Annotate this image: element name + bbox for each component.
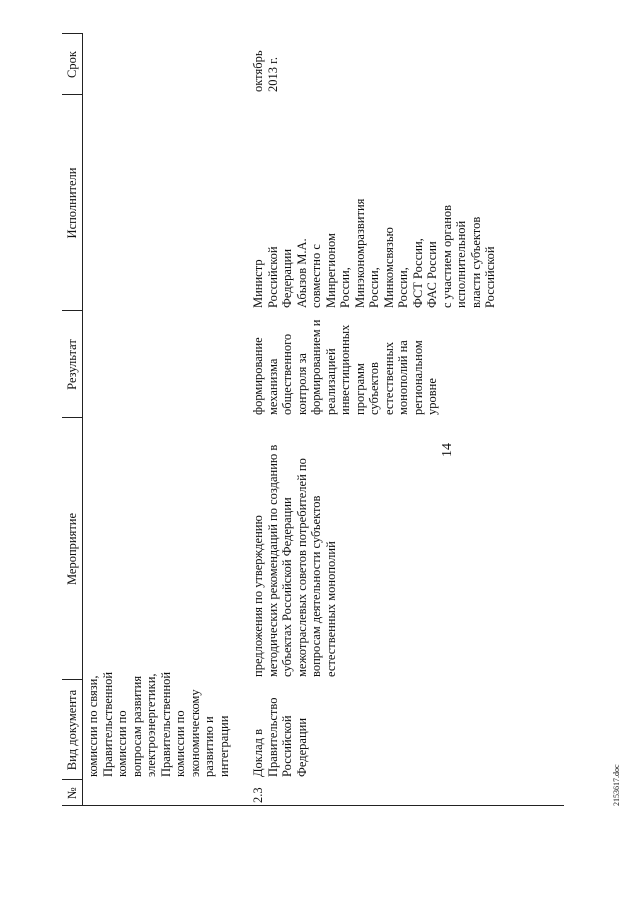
cell-text-line: 2013 г. [265, 57, 280, 92]
row-number-cell [83, 780, 235, 806]
cell-text-line: уровне [425, 378, 439, 415]
header-result: Результат [62, 311, 83, 418]
result-cell [83, 311, 235, 418]
cell-text-line: Федерации [294, 717, 309, 777]
cell-text-line: Минрегионом [323, 233, 338, 308]
event-cell [83, 418, 235, 680]
header-event: Мероприятие [62, 418, 83, 680]
cell-text-line: электроэнергетики, [144, 673, 158, 777]
cell-text-line: Минэкономразвития [352, 198, 367, 308]
doc-type-cell [234, 680, 501, 780]
executors-cell [83, 95, 235, 311]
header-doc-type: Вид документа [62, 680, 83, 780]
cell-text-line: России, [338, 267, 352, 308]
cell-text-line: межотраслевых советов потребителей по [294, 458, 309, 677]
table-body [83, 34, 501, 806]
cell-text-line: комиссии по [115, 710, 129, 777]
cell-text-line: экономическому [187, 689, 202, 777]
cell-text-line: Министр [251, 259, 265, 308]
executors-cell [234, 95, 501, 311]
cell-text-line: ФСТ России, [410, 238, 425, 308]
cell-text-line: Правительственной [100, 671, 115, 777]
cell-text-line: России, [367, 267, 381, 308]
cell-text-line: комиссии по связи, [86, 675, 100, 777]
header-executors: Исполнители [62, 95, 83, 311]
cell-text-line: Российской [483, 246, 497, 308]
table-row [83, 34, 235, 806]
cell-text-line: Правительство [265, 697, 280, 777]
header-number: № [62, 780, 83, 806]
cell-text-line: реализацией [323, 348, 338, 415]
cell-text-line: естественных монополий [323, 541, 338, 677]
cell-text-line: субъектов [367, 362, 381, 415]
activity-table [62, 34, 501, 807]
cell-text-line: Российской [265, 246, 280, 308]
cell-text-line: Абызов М.А. [294, 238, 309, 308]
cell-text-line: власти субъектов [468, 216, 483, 308]
cell-text-line: предложения по утверждению [251, 515, 265, 677]
cell-text-line: совместно с [309, 244, 323, 308]
cell-text-line: Федерации [280, 248, 294, 308]
doc-type-cell [83, 671, 235, 780]
cell-text-line: механизма [265, 358, 280, 415]
cell-text-line: Российской [280, 715, 294, 777]
cell-text-line: контроля за [294, 353, 309, 415]
cell-text-line: субъектах Российской Федерации [280, 497, 294, 677]
event-cell [234, 418, 501, 680]
cell-text-line: развитию и [202, 716, 216, 777]
cell-text-line: ФАС России [425, 241, 439, 308]
cell-text-line: Правительственной [158, 671, 173, 777]
cell-text-line: общественного [280, 333, 294, 415]
cell-text-line: с участием органов [439, 204, 454, 308]
cell-text-line: интеграции [216, 715, 231, 777]
cell-text-line: региональном [410, 340, 425, 415]
cell-text-line: комиссии по [173, 710, 187, 777]
cell-text-line: Доклад в [251, 728, 265, 777]
table-header-row [62, 34, 83, 806]
result-cell [234, 311, 501, 418]
cell-text-line: октябрь [251, 50, 265, 92]
document-code: 2153617.doc [612, 764, 621, 806]
cell-text-line: инвестиционных [338, 324, 352, 415]
page-number: 14 [440, 443, 455, 457]
cell-text-line: формированием и [309, 319, 323, 415]
cell-text-line: естественных [381, 341, 396, 415]
cell-text-line: методических рекомендаций по созданию в [265, 444, 280, 677]
cell-text-line: исполнительной [454, 220, 468, 308]
cell-text-line: вопросам развития [129, 675, 144, 777]
header-deadline: Срок [62, 34, 83, 95]
deadline-cell [83, 34, 235, 95]
cell-text-line: Минкомсвязью [381, 227, 396, 308]
cell-text-line: монополий на [396, 340, 410, 415]
cell-text-line: формирование [251, 337, 265, 415]
cell-text-line: России, [396, 267, 410, 308]
row-number-cell: 2.3 [251, 787, 265, 803]
deadline-cell [234, 34, 501, 95]
cell-text-line: программ [352, 363, 367, 415]
cell-text-line: вопросам деятельности субъектов [309, 495, 323, 677]
table-row [234, 34, 501, 806]
